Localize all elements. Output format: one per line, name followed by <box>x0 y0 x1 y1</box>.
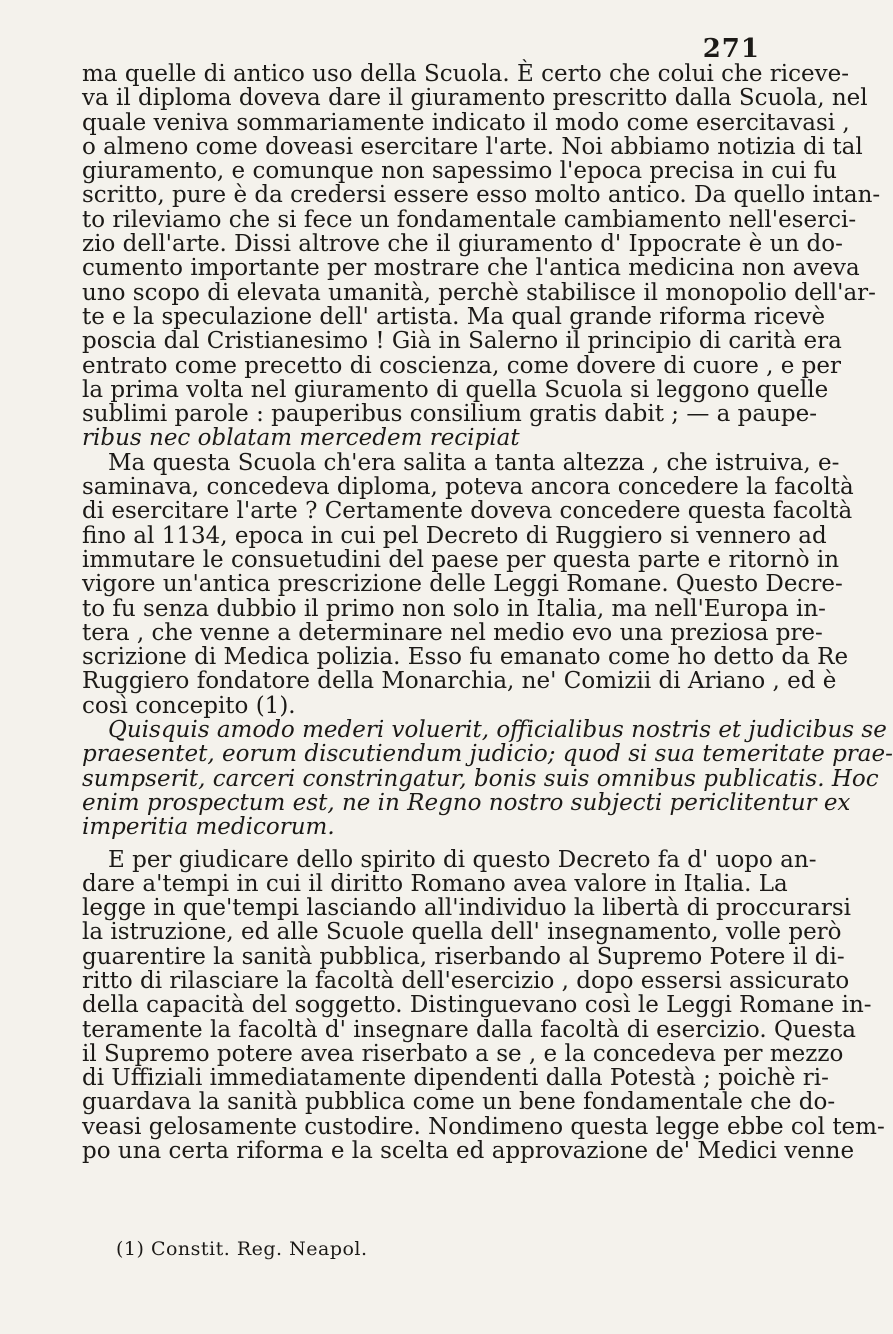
text-line: guardava la sanità pubblica come un bene fondamentale che do- <box>82 1089 836 1116</box>
text-line: praesentet, eorum discutiendum judicio; quod si sua temeritate prae- <box>82 741 893 768</box>
text-line: immutare le consuetudini del paese per questa parte e ritornò in <box>82 546 840 573</box>
text-line: guarentire la sanità pubblica, riserbando al Supremo Potere il di- <box>82 943 845 970</box>
text-line: cumento importante per mostrare che l'antica medicina non aveva <box>82 255 860 282</box>
body-text <box>82 61 893 1165</box>
text-line: ritto di rilasciare la facoltà dell'esercizio , dopo essersi assicurato <box>82 967 850 994</box>
text-line: legge in que'tempi lasciando all'individuo la libertà di proccurarsi <box>82 895 851 922</box>
text-line: po una certa riforma e la scelta ed approvazione de' Medici venne <box>82 1138 855 1165</box>
text-line: va il diploma doveva dare il giuramento prescritto dalla Scuola, nel <box>82 85 868 112</box>
text-line: zio dell'arte. Dissi altrove che il giuramento d' Ippocrate è un do- <box>82 231 843 258</box>
text-line: quale veniva sommariamente indicato il modo come esercitavasi , <box>82 109 850 136</box>
text-line: la prima volta nel giuramento di quella Scuola si leggono quelle <box>82 376 829 403</box>
text-line: giuramento, e comunque non sapessimo l'epoca precisa in cui fu <box>82 158 837 185</box>
text-line: to fu senza dubbio il primo non solo in Italia, ma nell'Europa in- <box>82 595 826 622</box>
text-line: di esercitare l'arte ? Certamente doveva concedere questa facoltà <box>82 498 853 525</box>
text-line: saminava, concedeva diploma, poteva ancora concedere la facoltà <box>82 474 854 501</box>
text-line: poscia dal Cristianesimo ! Già in Salerno il principio di carità era <box>82 328 842 355</box>
text-line: uno scopo di elevata umanità, perchè stabilisce il monopolio dell'ar- <box>82 279 876 306</box>
footnote: (1) Constit. Reg. Neapol. <box>116 1238 368 1260</box>
text-line: tera , che venne a determinare nel medio evo una preziosa pre- <box>82 619 823 646</box>
text-line: teramente la facoltà d' insegnare dalla facoltà di esercizio. Questa <box>82 1016 856 1043</box>
text-line: o almeno come doveasi esercitare l'arte. Noi abbiamo notizia di tal <box>82 133 863 160</box>
text-line: to rileviamo che si fece un fondamentale cambiamento nell'eserci- <box>82 206 857 233</box>
text-line: scritto, pure è da credersi essere esso molto antico. Da quello intan- <box>82 182 881 209</box>
text-line: imperitia medicorum. <box>82 814 335 841</box>
text-line: la istruzione, ed alle Scuole quella dell' insegnamento, volle però <box>82 919 842 946</box>
text-line: vigore un'antica prescrizione delle Leggi Romane. Questo Decre- <box>82 571 843 598</box>
text-line: sumpserit, carceri constringatur, bonis suis omnibus publicatis. Hoc <box>82 765 879 792</box>
text-line: di Uffiziali immediatamente dipendenti dalla Potestà ; poichè ri- <box>82 1065 829 1092</box>
text-line: E per giudicare dello spirito di questo Decreto fa d' uopo an- <box>108 846 817 873</box>
text-line: ma quelle di antico uso della Scuola. È certo che colui che riceve- <box>82 61 850 87</box>
text-line: fino al 1134, epoca in cui pel Decreto di Ruggiero si vennero ad <box>82 522 827 549</box>
text-line: scrizione di Medica polizia. Esso fu emanato come ho detto da Re <box>82 644 849 671</box>
text-line: il Supremo potere avea riserbato a se , e la concedeva per mezzo <box>82 1040 844 1067</box>
text-line: Ruggiero fondatore della Monarchia, ne' Comizii di Ariano , ed è <box>82 668 837 695</box>
text-line: te e la speculazione dell' artista. Ma qual grande riforma ricevè <box>82 303 826 330</box>
page-number: 271 <box>702 34 760 64</box>
text-line: dare a'tempi in cui il diritto Romano avea valore in Italia. La <box>82 870 788 897</box>
text-line: veasi gelosamente custodire. Nondimeno questa legge ebbe col tem- <box>82 1113 885 1140</box>
text-line: Quisquis amodo mederi voluerit, officialibus nostris et judicibus se <box>108 717 887 744</box>
text-line: ribus nec oblatam mercedem recipiat <box>82 425 520 452</box>
text-line: entrato come precetto di coscienza, come dovere di cuore , e per <box>82 352 842 379</box>
text-line: così concepito (1). <box>82 692 296 719</box>
text-line: della capacità del soggetto. Distinguevano così le Leggi Romane in- <box>82 992 872 1019</box>
text-line: Ma questa Scuola ch'era salita a tanta altezza , che istruiva, e- <box>108 449 840 476</box>
text-line: enim prospectum est, ne in Regno nostro subjecti periclitentur ex <box>82 789 851 816</box>
text-line: sublimi parole : pauperibus consilium gratis dabit ; — a paupe- <box>82 401 818 428</box>
